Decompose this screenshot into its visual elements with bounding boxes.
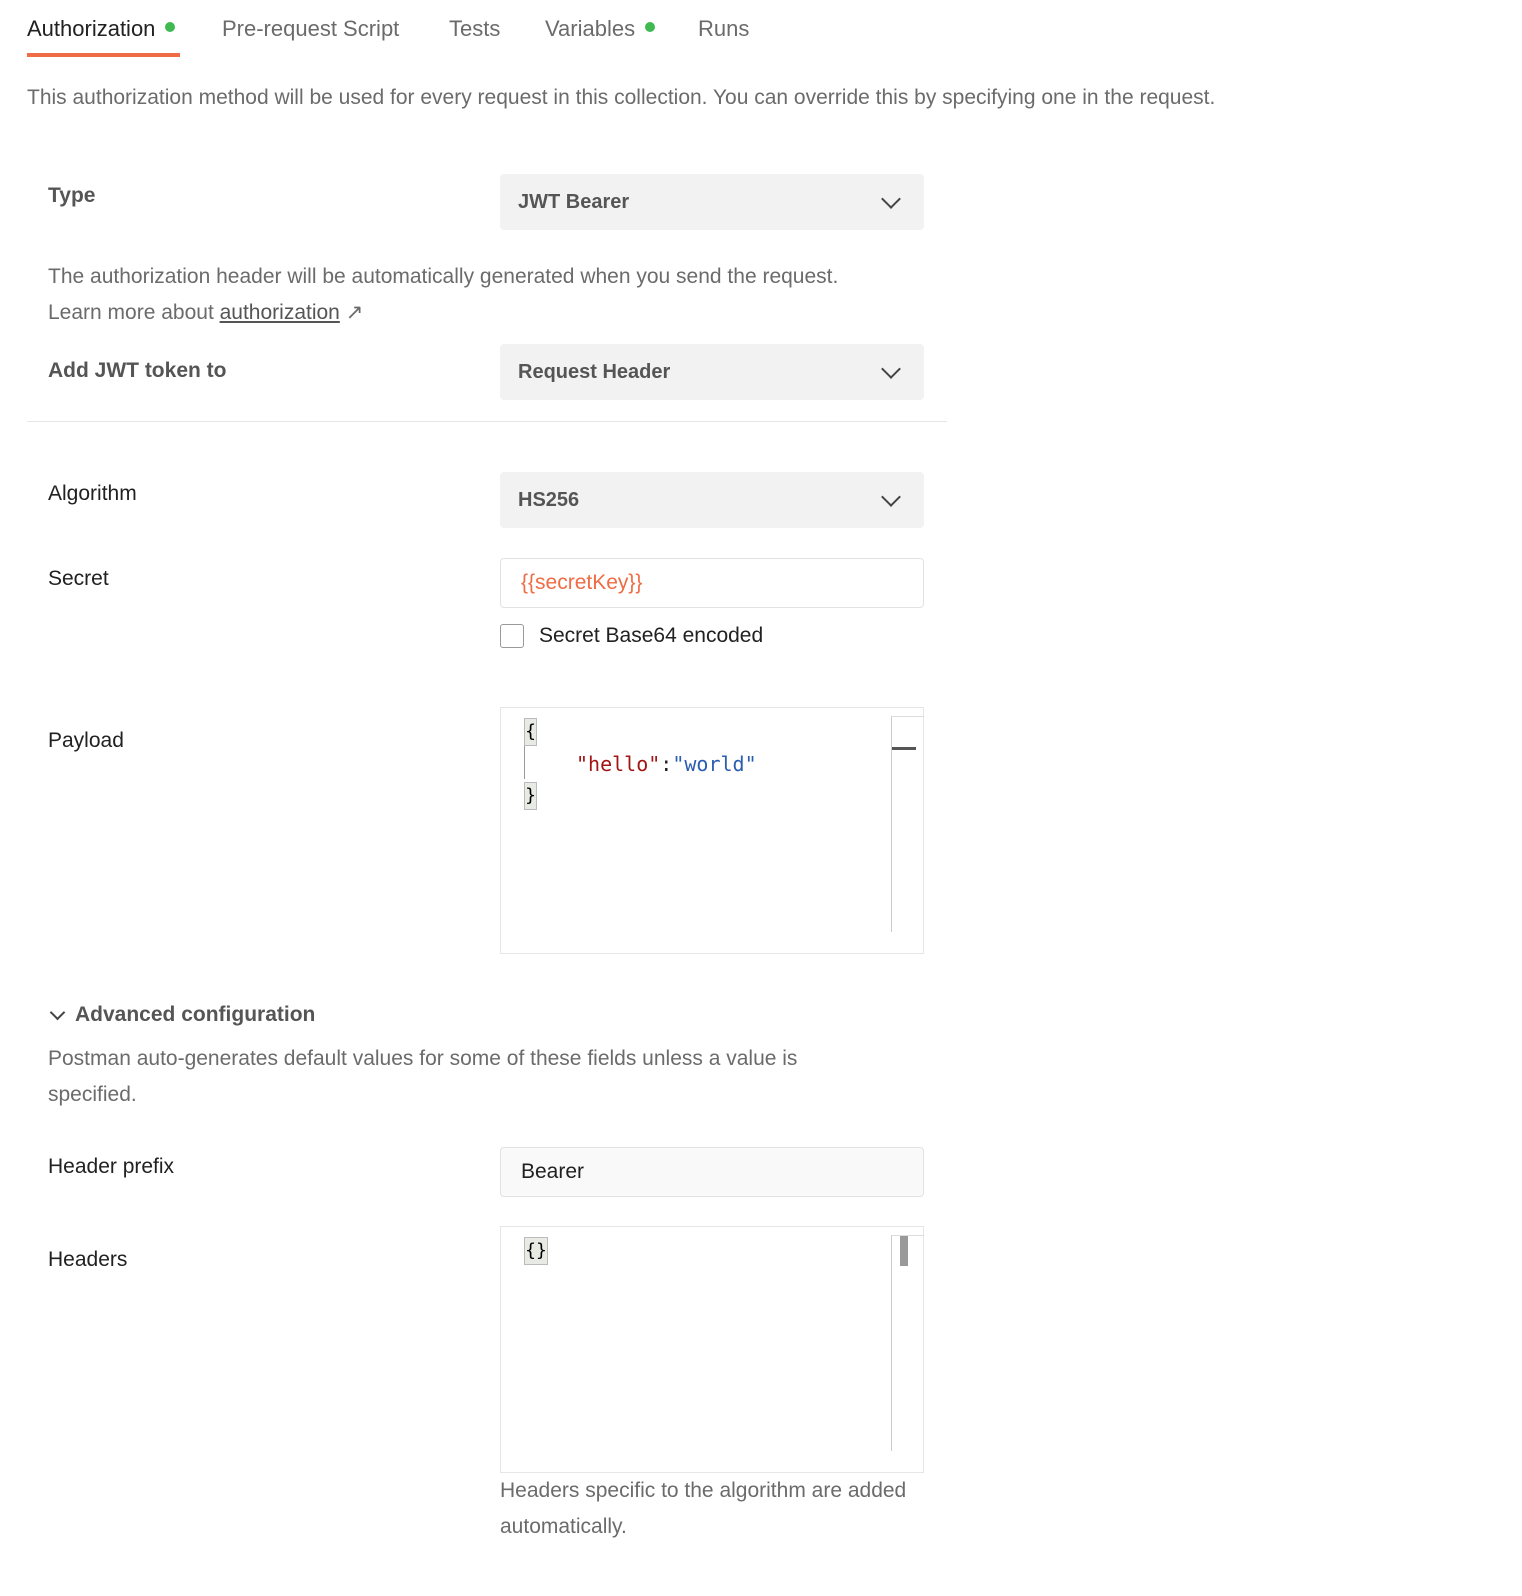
advanced-config-desc: Postman auto-generates default values for some of these fields unless a value is specified.	[48, 1047, 798, 1106]
type-label: Type	[48, 184, 96, 207]
json-value: "world"	[672, 752, 757, 776]
fold-marker[interactable]: {}	[524, 1237, 548, 1265]
algorithm-label: Algorithm	[48, 482, 137, 505]
scrollbar[interactable]	[891, 1235, 924, 1451]
chevron-down-icon	[881, 189, 901, 209]
add-jwt-label: Add JWT token to	[48, 359, 227, 382]
status-dot	[645, 22, 655, 32]
tab-label: Tests	[449, 16, 501, 41]
fold-marker[interactable]: }	[524, 782, 537, 810]
scrollbar-thumb[interactable]	[892, 747, 916, 750]
json-colon: :	[660, 752, 673, 776]
auth-note	[48, 259, 848, 331]
payload-editor[interactable]	[500, 707, 924, 954]
chevron-down-icon	[50, 1004, 66, 1020]
header-prefix-input[interactable]: Bearer	[500, 1147, 924, 1197]
payload-label: Payload	[48, 729, 124, 752]
scrollbar-thumb[interactable]	[900, 1236, 908, 1266]
fold-guide	[524, 746, 525, 779]
advanced-config-title: Advanced configuration	[75, 1003, 316, 1026]
algorithm-select[interactable]	[500, 472, 924, 528]
json-key: "hello"	[576, 752, 661, 776]
tab-authorization[interactable]	[27, 16, 175, 42]
tab-runs[interactable]	[698, 16, 749, 42]
external-link-icon: ↗	[345, 301, 364, 324]
secret-input[interactable]: {{secretKey}}	[500, 558, 924, 608]
headers-label: Headers	[48, 1248, 128, 1271]
auth-note-text: The authorization header will be automatically generated when you send the request. Learn more about	[48, 265, 839, 324]
intro-text: This authorization method will be used for every request in this collection. You can override this by specifying one in the request.	[27, 86, 1216, 109]
type-select[interactable]	[500, 174, 924, 230]
status-dot	[165, 22, 175, 32]
select-value: JWT Bearer	[518, 190, 630, 213]
secret-base64-checkbox[interactable]	[500, 624, 524, 648]
tab-label: Pre-request Script	[222, 16, 400, 41]
secret-label: Secret	[48, 567, 109, 590]
fold-marker[interactable]: {	[524, 718, 537, 746]
tab-pre-request-script[interactable]	[222, 16, 399, 42]
tab-variables[interactable]	[545, 16, 655, 42]
add-jwt-select[interactable]	[500, 344, 924, 400]
select-value: HS256	[518, 488, 580, 511]
payload-line	[576, 752, 757, 776]
select-value: Request Header	[518, 360, 671, 383]
chevron-down-icon	[881, 359, 901, 379]
tab-tests[interactable]	[449, 16, 500, 42]
scrollbar[interactable]	[891, 716, 924, 932]
authorization-link[interactable]: authorization	[219, 301, 340, 324]
tab-label: Authorization	[27, 16, 156, 41]
advanced-config-toggle[interactable]	[48, 1003, 315, 1027]
header-prefix-label: Header prefix	[48, 1155, 175, 1178]
secret-base64-label: Secret Base64 encoded	[539, 624, 764, 647]
divider	[27, 421, 947, 422]
chevron-down-icon	[881, 487, 901, 507]
headers-hint: Headers specific to the algorithm are added automatically.	[500, 1479, 907, 1538]
tab-label: Variables	[545, 16, 636, 41]
headers-editor[interactable]	[500, 1226, 924, 1473]
active-tab-indicator	[27, 53, 180, 57]
tab-label: Runs	[698, 16, 750, 41]
